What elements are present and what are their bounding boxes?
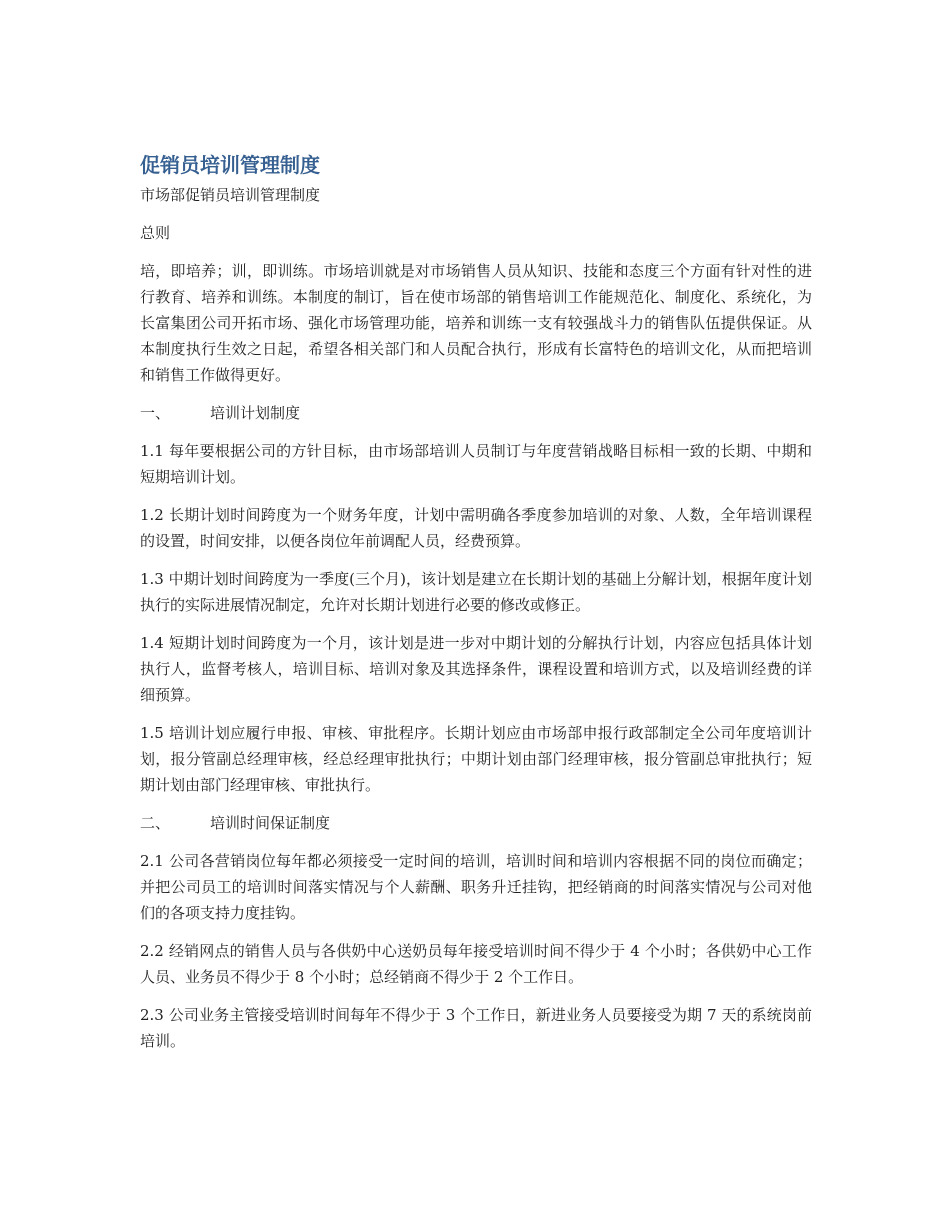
- document-subtitle: 市场部促销员培训管理制度: [140, 186, 321, 204]
- general-paragraph: 培，即培养；训，即训练。市场培训就是对市场销售人员从知识、技能和态度三个方面有针对性的进行教育、培养和训练。本制度的制订，旨在使市场部的销售培训工作能规范化、制度化、系统化，为长富集团公司开拓市场、强化市场管理功能，培养和训练一支有较强战斗力的销售队伍提供保证。从本制度执行生效之日起，希望各相关部门和人员配合执行，形成有长富特色的培训文化，从而把培训和销售工作做得更好。: [140, 262, 812, 384]
- section-title: 培训计划制度: [210, 404, 301, 422]
- general-heading: 总则: [140, 224, 171, 242]
- section-heading: [140, 810, 812, 836]
- clause-1-4: 1.4 短期计划时间跨度为一个月，该计划是进一步对中期计划的分解执行计划，内容应包括具体计划执行人，监督考核人，培训目标、培训对象及其选择条件，课程设置和培训方式，以及培训经费的详细预算。: [140, 634, 812, 704]
- section-title: 培训时间保证制度: [210, 814, 331, 832]
- document-title: 促销员培训管理制度: [140, 153, 320, 177]
- section-number: 二、: [140, 814, 171, 832]
- clause-2-3: 2.3 公司业务主管接受培训时间每年不得少于 3 个工作日，新进业务人员要接受为期 7 天的系统岗前培训。: [140, 1006, 812, 1050]
- section-heading: [140, 400, 812, 426]
- document-page: [140, 150, 812, 1054]
- clause-1-2: 1.2 长期计划时间跨度为一个财务年度，计划中需明确各季度参加培训的对象、人数，全年培训课程的设置，时间安排，以便各岗位年前调配人员，经费预算。: [140, 506, 812, 550]
- clause-2-1: 2.1 公司各营销岗位每年都必须接受一定时间的培训，培训时间和培训内容根据不同的岗位而确定；并把公司员工的培训时间落实情况与个人薪酬、职务升迁挂钩，把经销商的时间落实情况与公司对他们的各项支持力度挂钩。: [140, 852, 812, 922]
- clause-1-3: 1.3 中期计划时间跨度为一季度(三个月)，该计划是建立在长期计划的基础上分解计划，根据年度计划执行的实际进展情况制定，允许对长期计划进行必要的修改或修正。: [140, 570, 812, 614]
- clause-1-1: 1.1 每年要根据公司的方针目标，由市场部培训人员制订与年度营销战略目标相一致的长期、中期和短期培训计划。: [140, 442, 812, 486]
- section-number: 一、: [140, 404, 171, 422]
- clause-2-2: 2.2 经销网点的销售人员与各供奶中心送奶员每年接受培训时间不得少于 4 个小时；各供奶中心工作人员、业务员不得少于 8 个小时；总经销商不得少于 2 个工作日。: [140, 942, 812, 986]
- clause-1-5: 1.5 培训计划应履行申报、审核、审批程序。长期计划应由市场部申报行政部制定全公司年度培训计划，报分管副总经理审核，经总经理审批执行；中期计划由部门经理审核，报分管副总审批执行；短期计划由部门经理审核、审批执行。: [140, 724, 812, 794]
